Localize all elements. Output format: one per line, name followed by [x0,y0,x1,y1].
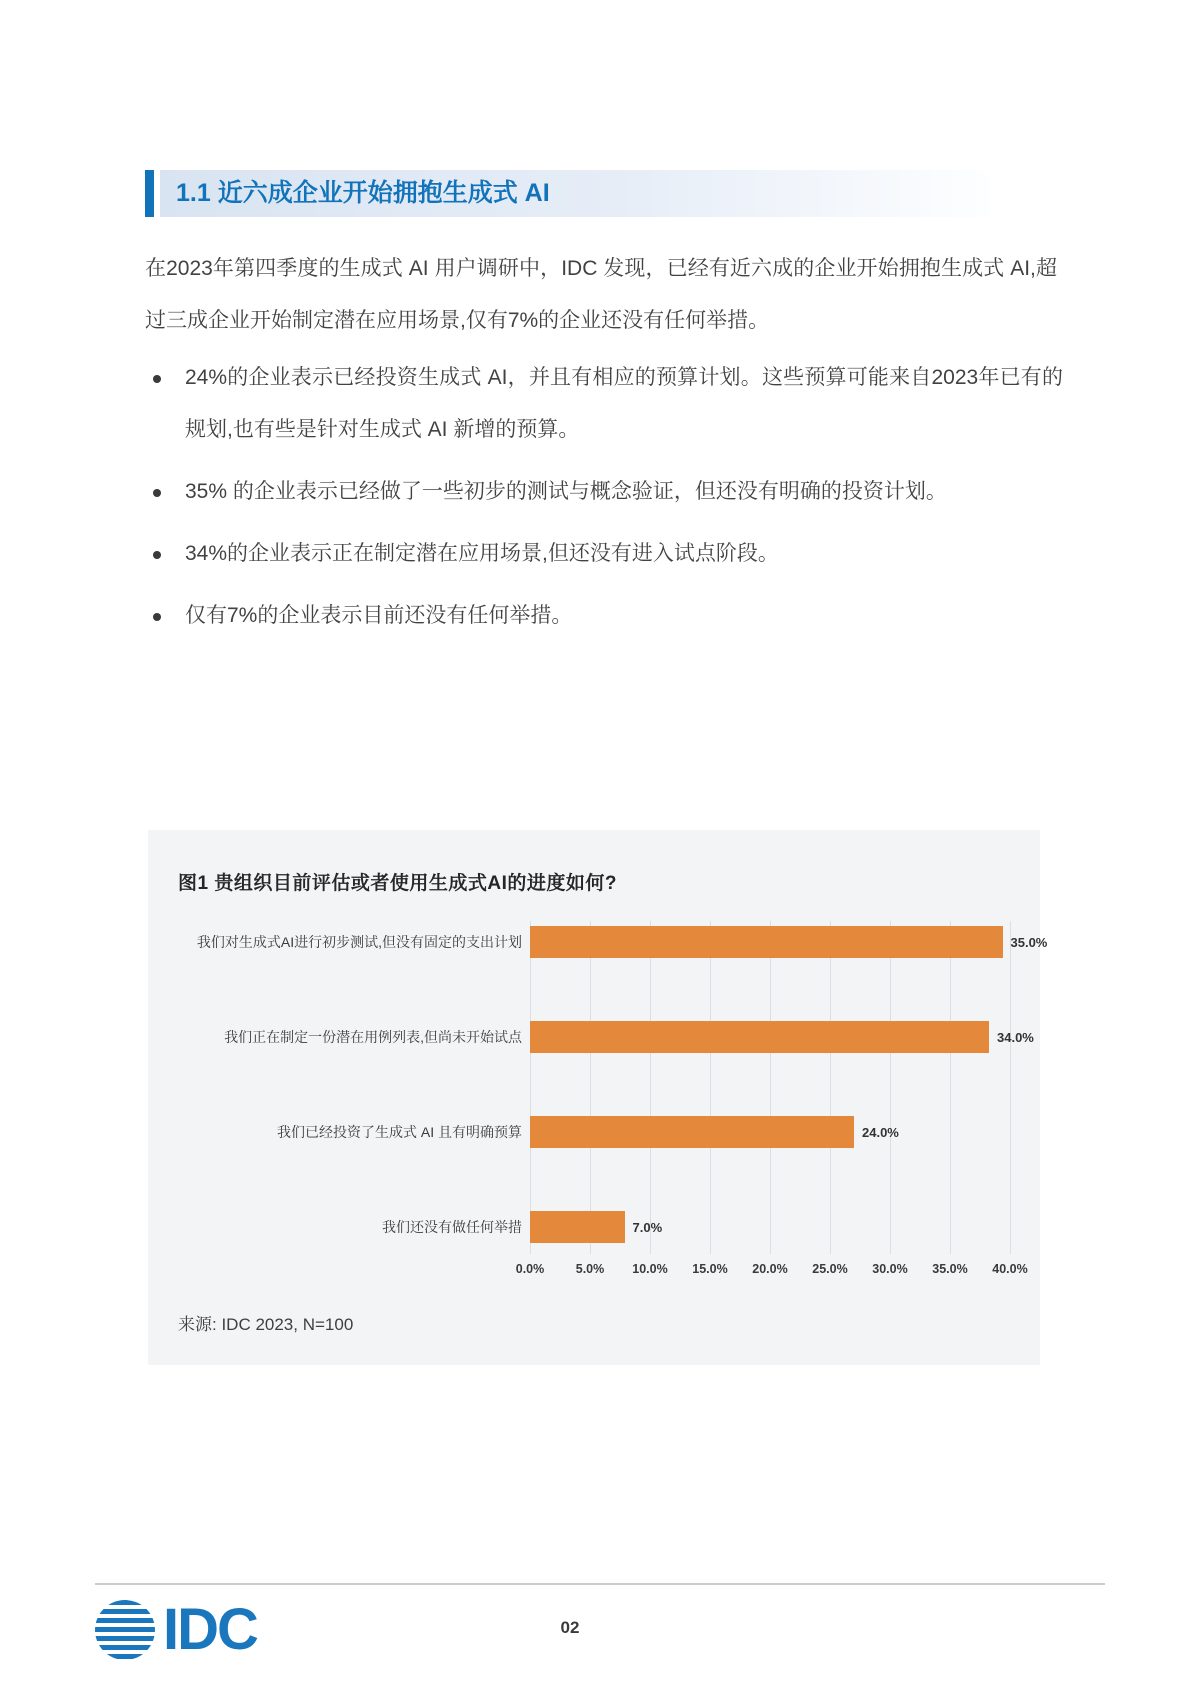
x-axis-tick-label: 10.0% [632,1262,668,1276]
bar-chart [178,921,1048,1284]
chart-gridline [770,921,771,1254]
chart-bar-value-label: 7.0% [632,1219,663,1235]
chart-bar [530,1211,625,1243]
chart-bar-value-label: 34.0% [997,1029,1034,1045]
idc-logo-text: IDC [163,1597,257,1662]
chart-title: 图1 贵组织目前评估或者使用生成式AI的进度如何? [178,873,617,894]
heading-accent-bar [145,170,154,217]
chart-bar-row [530,1211,1070,1243]
chart-bar-value-label: 35.0% [1010,934,1048,950]
page-number: 02 [560,1618,580,1637]
bullet-list [145,352,1063,652]
chart-bar [530,926,1003,958]
x-axis-tick-label: 25.0% [812,1262,848,1276]
chart-gridline [1010,921,1011,1254]
bullet-text: 34%的企业表示正在制定潜在应用场景,但还没有进入试点阶段。 [185,542,779,565]
chart-bar-row [530,926,1070,958]
x-axis-tick-label: 40.0% [992,1262,1028,1276]
chart-gridline [710,921,711,1254]
chart-gridline [890,921,891,1254]
chart-gridline [950,921,951,1254]
chart-category-label: 我们已经投资了生成式 AI 且有明确预算 [276,1124,522,1140]
bullet-item [145,466,1063,518]
x-axis-tick-label: 30.0% [872,1262,908,1276]
chart-category-label: 我们还没有做任何举措 [382,1219,522,1235]
chart-plot-area [530,921,1048,1254]
chart-bar [530,1021,989,1053]
chart-source: 来源: IDC 2023, N=100 [178,1315,354,1334]
chart-gridline [530,921,531,1254]
idc-logo [95,1598,257,1662]
chart-gridline [650,921,651,1254]
section-heading: 1.1 近六成企业开始拥抱生成式 AI [160,170,990,217]
figure-1-card [148,830,1048,1365]
chart-category-labels [178,921,530,1254]
chart-x-axis [515,1254,1028,1284]
section-heading-band [145,170,990,217]
bullet-dot-icon [153,375,161,383]
intro-paragraph: 在2023年第四季度的生成式 AI 用户调研中，IDC 发现，已经有近六成的企业开始拥抱生成式 AI,超过三成企业开始制定潜在应用场景,仅有7%的企业还没有任何举措。 [145,257,1057,332]
chart-bar-value-label: 24.0% [862,1124,899,1140]
bullet-item [145,590,1063,642]
bullet-dot-icon [153,489,161,497]
chart-gridline [590,921,591,1254]
bullet-text: 24%的企业表示已经投资生成式 AI，并且有相应的预算计划。这些预算可能来自2023年已有的规划,也有些是针对生成式 AI 新增的预算。 [185,366,1063,441]
bullet-dot-icon [153,613,161,621]
x-axis-tick-label: 35.0% [932,1262,968,1276]
chart-bar-row [530,1021,1070,1053]
x-axis-tick-label: 20.0% [752,1262,788,1276]
chart-gridline [830,921,831,1254]
chart-bar-row [530,1116,1070,1148]
idc-globe-icon [95,1600,155,1660]
bullet-item [145,528,1063,580]
bullet-text: 仅有7%的企业表示目前还没有任何举措。 [185,604,573,627]
x-axis-tick-label: 0.0% [515,1262,545,1276]
bullet-dot-icon [153,551,161,559]
chart-category-label: 我们正在制定一份潜在用例列表,但尚未开始试点 [224,1029,522,1045]
x-axis-tick-label: 15.0% [692,1262,728,1276]
bullet-item [145,352,1063,456]
footer-divider [95,1583,1105,1585]
x-axis-tick-label: 5.0% [575,1262,605,1276]
bullet-text: 35% 的企业表示已经做了一些初步的测试与概念验证，但还没有明确的投资计划。 [185,480,947,503]
chart-bar [530,1116,854,1148]
chart-category-label: 我们对生成式AI进行初步测试,但没有固定的支出计划 [196,934,522,950]
